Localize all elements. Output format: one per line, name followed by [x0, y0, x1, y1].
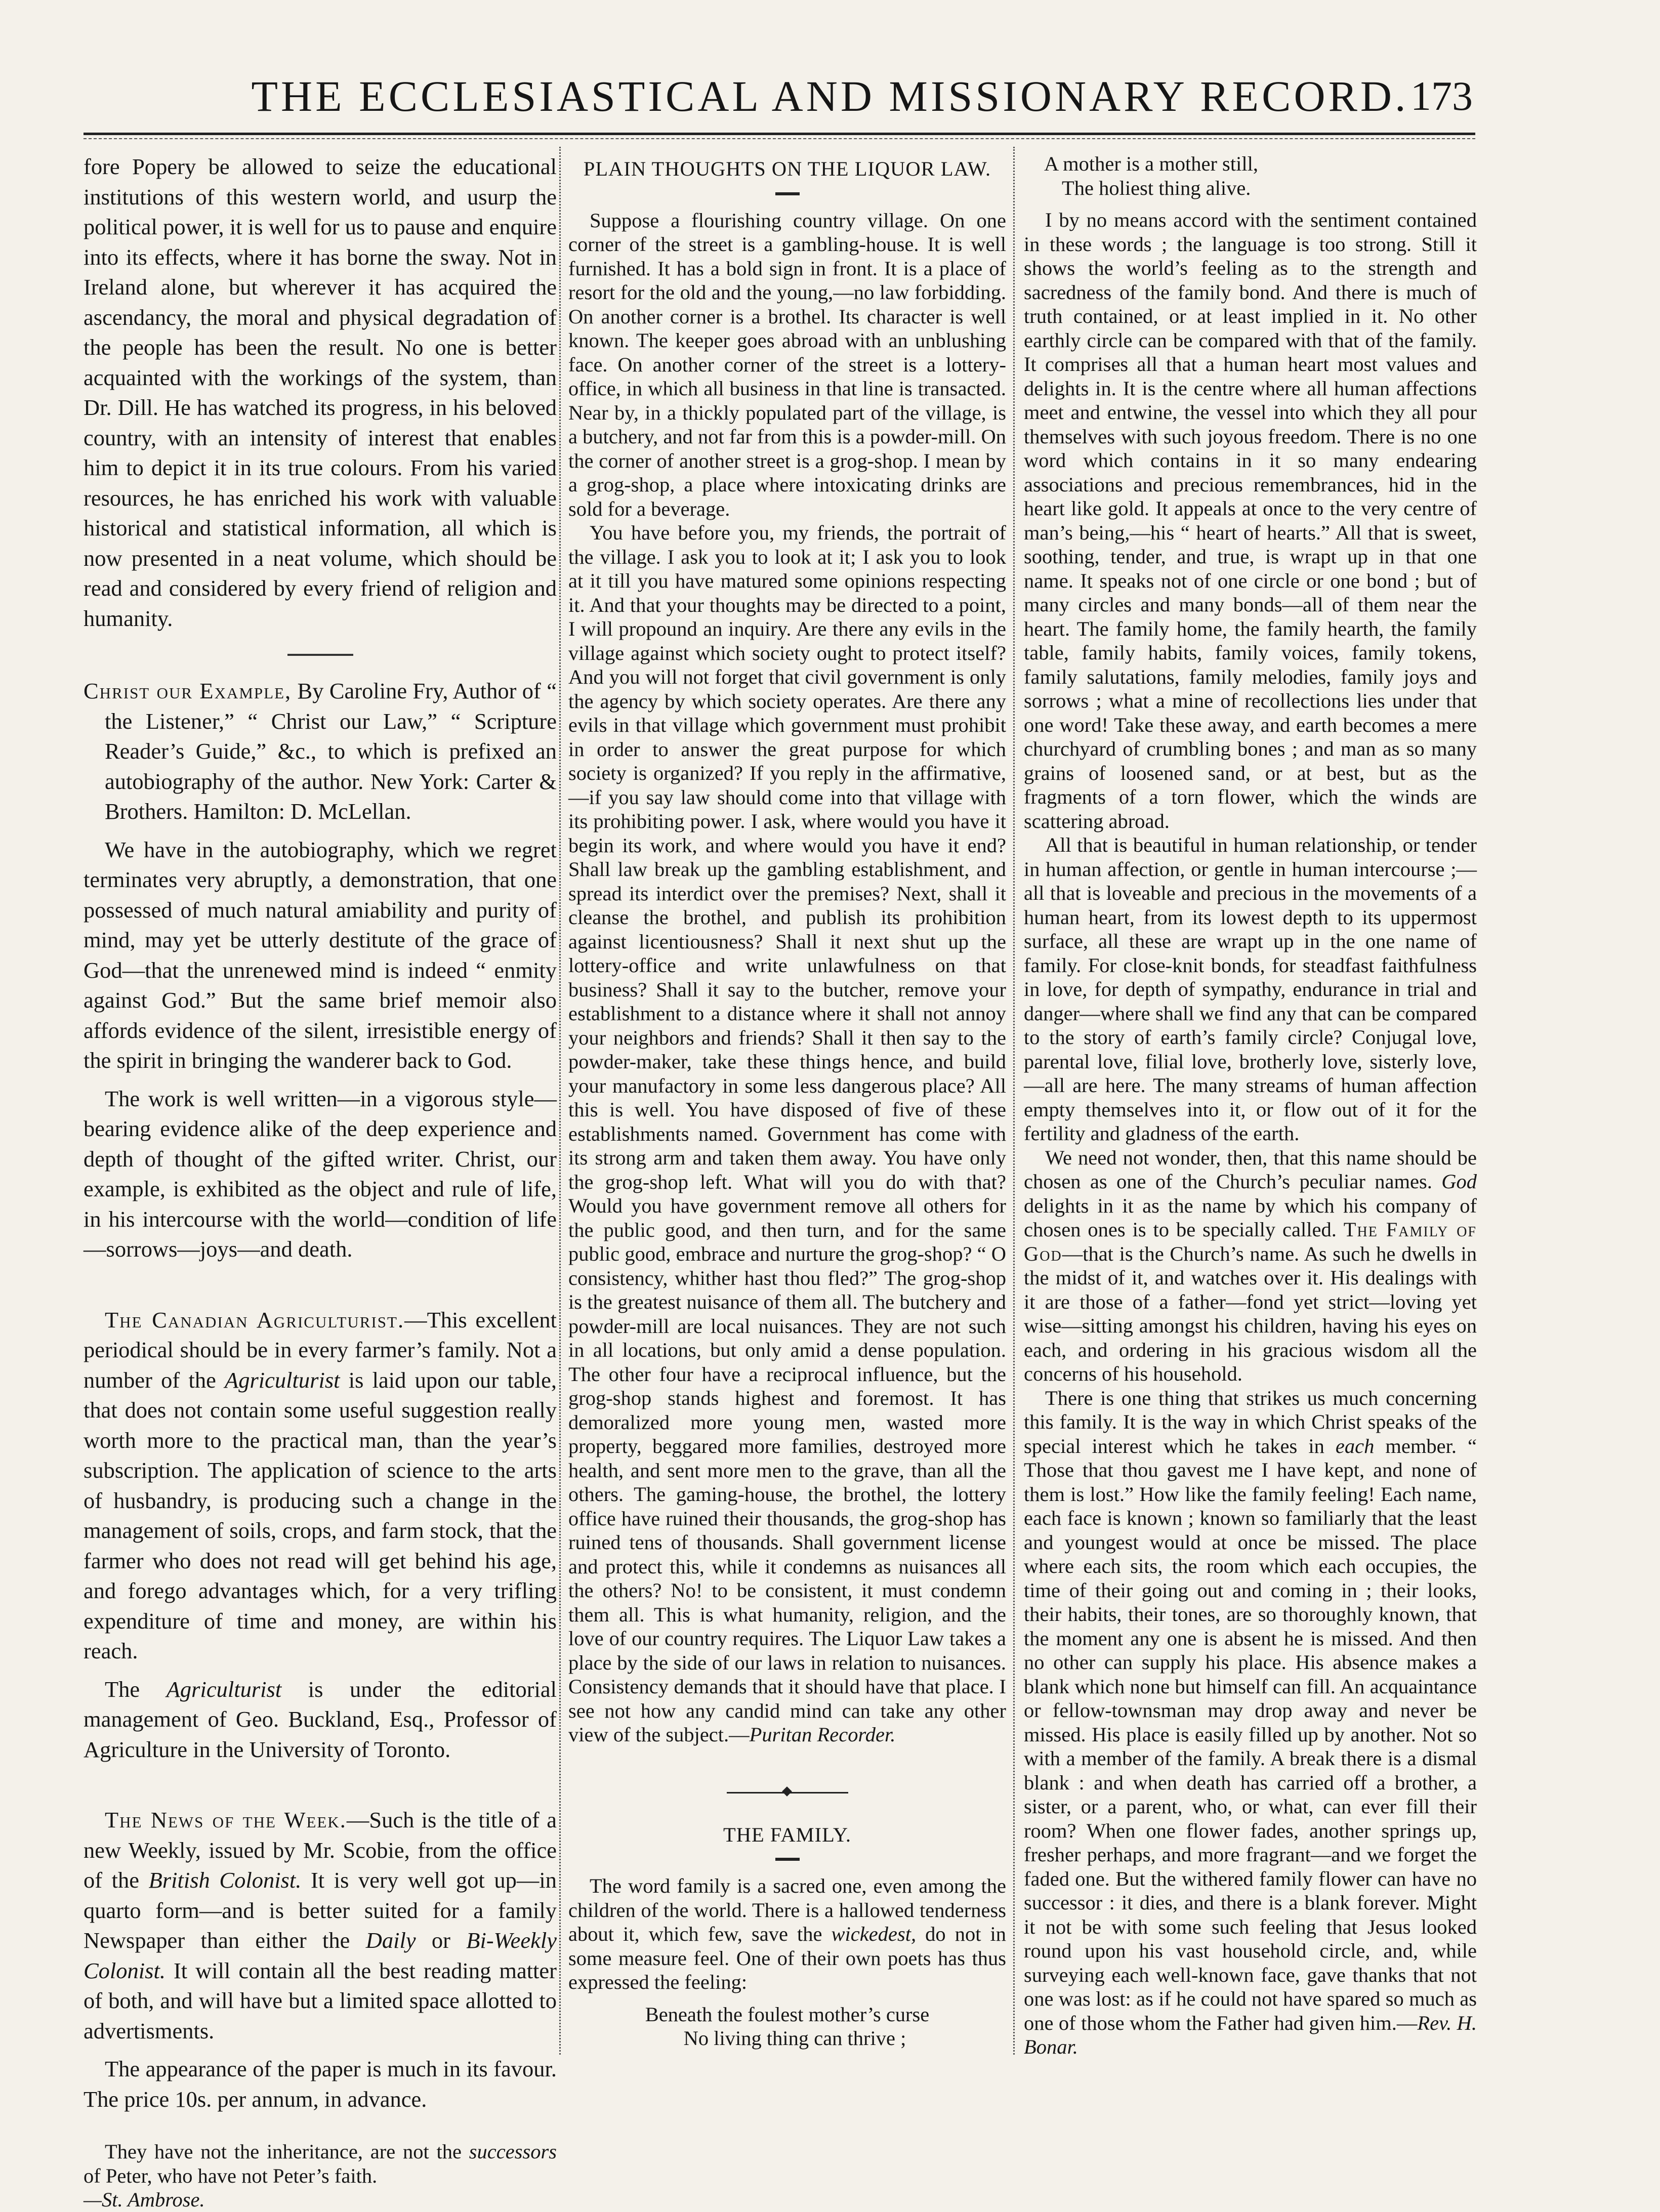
- poem-line-4: The holiest thing alive.: [1062, 176, 1251, 199]
- paragraph-autobiography: We have in the autobiography, which we regret terminates very abruptly, a demonstration, that one possessed of much natural amiability and purity of mind, may yet be utterly destitute of the grace of God—that the unrenewed mind is indeed “ enmity against God.” But the same brief memoir also affords evidence of the silent, irresistible energy of the spirit in bringing the wanderer back to God.: [84, 837, 557, 1073]
- italic-text: wickedest,: [831, 1923, 917, 1945]
- text-run: You have before you, my friends, the portrait of the village. I ask you to look at it; I ask you to look at it till you have matured some opinions respecting it. And that your thoughts may be directed to a point, I will propound an inquiry. Are there any evils in the village against which society ought to protect itself? And you will not forget that civil government is only the agency by which society operates. Are there any evils in that village which government must prohibit in order to answer the great purpose for which society is organized? If you reply in the affirmative,—if you say law should come into that village with its prohibiting power. I ask, where would you have it begin its work, and where would you have it end? Shall law break up the gambling establishment, and spread its interdict over the premises? Next, shall it cleanse the brothel, and publish its prohibition against licentiousness? Shall it next shut up the lottery-office and write unlawfulness on that business? Shall it say to the butcher, remove your establishment to a distance where it shall not annoy your neighbors and friends? Shall it then say to the powder-maker, take these things hence, and build your manufactory in some less dangerous place? All this is well. You have disposed of five of these establishments named. Government has come with its strong arm and taken them away. You have only the grog-shop left. What will you do with that? Would you have government remove all others for the public good, and then turn, and for the same public good, embrace and nurture the grog-shop? “ O consistency, whither hast thou fled?” The grog-shop is the greatest nuisance of them all. The butchery and powder-mill are local nuisances. They are not such in all locations, but only amid a dense population. The other four have a reciprocal influence, but the grog-shop stands highest and foremost. It has demoralized more young men, wasted more property, beggared more families, destroyed more health, and sent more men to the grave, than all the others. The gaming-house, the brothel, the lottery office have ruined their thousands, the grog-shop has ruined tens of thousands. Shall government license and protect this, while it condemns as nuisances all the others? No! to be consistent, it must condemn them all. This is what humanity, religion, and the love of our country requires. The Liquor Law takes a place by the side of our laws in relation to nuisances. Consistency demands that it should have that place. I see not how any candid mind can take any other view of the subject.—: [568, 521, 1006, 1746]
- text-run: The: [105, 1676, 167, 1702]
- section-ornament: [727, 1787, 848, 1798]
- text-run: or: [416, 1928, 467, 1953]
- review-christ-our-example: [84, 676, 557, 827]
- italic-text: successors: [469, 2140, 557, 2163]
- small-caps-text: The Family of God: [1024, 1218, 1477, 1265]
- text-run: is laid upon our table, that does not contain some useful suggestion really worth more to the practical man, than the year’s subscription. The application of science to the arts of husbandry, is producing such a change in the management of soils, crops, and farm stock, that the farmer who does not read will get behind his age, and forego advantages which, for a very trifling expenditure of time and money, are within his reach.: [84, 1367, 557, 1663]
- text-run: delights in it as the name by which his company of chosen ones is to be specially called.: [1024, 1194, 1477, 1241]
- paragraph-portrait: [568, 521, 1006, 1747]
- paragraph-news-of-the-week: [84, 1805, 557, 2046]
- text-run: —that is the Church’s name. As such he dwells in the midst of it, and watches over it. His dealings with it are those of a father—fond yet strict—loving yet wise—sitting amongst his children, having his eyes on each, and ordering in his gracious wisdom all the concerns of his household.: [1024, 1242, 1477, 1385]
- italic-text: Bi-Weekly Colonist.: [84, 1928, 557, 1983]
- paragraph-family-intro: [568, 1874, 1006, 1994]
- quote-st-ambrose: [84, 2140, 557, 2188]
- text-run: It is very well got up—in quarto form—and is better suited for a family Newspaper than either the: [84, 1867, 557, 1953]
- italic-text: Agriculturist: [225, 1367, 340, 1393]
- header-rule-thin: [84, 138, 1475, 139]
- text-run: The word family is a sacred one, even among the children of the world. There is a hallowed tenderness about it, which few, save the: [568, 1874, 1006, 1945]
- poem-line-2: No living thing can thrive ;: [683, 2027, 906, 2050]
- text-run: do not in some measure feel. One of their own poets has thus expressed the feeling:: [568, 1923, 1006, 1993]
- text-run: We need not wonder, then, that this name should be chosen as one of the Church’s peculiar names.: [1024, 1146, 1477, 1193]
- heading-dash: [775, 192, 800, 195]
- running-head: THE ECCLESIASTICAL AND MISSIONARY RECORD.: [251, 72, 1409, 120]
- notice-title: The Canadian Agriculturist.: [105, 1307, 405, 1332]
- text-run: There is one thing that strikes us much concerning this family. It is the way in which Christ speaks of the special interest which he takes in: [1024, 1386, 1477, 1457]
- italic-text: Agriculturist: [166, 1676, 282, 1702]
- text-run: They have not the inheritance, are not the: [105, 2140, 469, 2163]
- header-rule: [84, 133, 1475, 135]
- section-rule: [287, 654, 353, 656]
- paragraph-beautiful: All that is beautiful in human relationship, or tender in human affection, or gentle in human intercourse ;—all that is loveable and precious in the movements of a human heart, from its lowest depth to its uppermost surface, all these are wrapt up in the one name of family. For close-knit bonds, for steadfast faithfulness in love, for depth of sympathy, endurance in trial and danger—where shall we find any that can be compared to the story of earth’s family circle? Conjugal love, parental love, filial love, brotherly love, sisterly love,—all are here. The many streams of human affection empty themselves into it, or flow out of it for the fertility and gladness of the earth.: [1024, 833, 1477, 1145]
- paragraph-sentiment: I by no means accord with the sentiment contained in these words ; the language is too strong. Still it shows the world’s feeling as to the strength and sacredness of the family bond. And there is much of truth contained, or at least implied in it. No other earthly circle can be compared with that of the family. It comprises all that a human heart most values and delights in. It is the centre where all human affections meet and entwine, the vessel into which they all pour themselves with such joyous freedom. There is no one word which contains in it so many endearing associations and precious remembrances, hid in the heart like gold. It appeals at once to the very centre of man’s being,—his “ heart of hearts.” All that is sweet, soothing, tender, and true, is wrapt up in that one name. It speaks not of one circle or one bond ; but of many circles and many bonds—all of them near the heart. The family home, the family hearth, the family table, family habits, family voices, family tokens, family salutations, family melodies, family joys and sorrows ; what a mine of recollections lies under that one word! Take these away, and earth becomes a mere churchyard of crumbling bones ; and man as so many grains of loosened sand, or at best, but as the fragments of a torn flower, which the winds are scattering abroad.: [1024, 208, 1477, 832]
- source-attribution: Puritan Recorder.: [749, 1723, 896, 1746]
- source-attribution: Rev. H. Bonar.: [1024, 2011, 1477, 2058]
- paragraph-popery: fore Popery be allowed to seize the educational institutions of this western world, and usurp the political power, it is well for us to pause and enquire into its effects, where it has borne the sway. Not in Ireland alone, but wherever it has acquired the ascendancy, the moral and physical degradation of the people has been the result. No one is better acquainted with the workings of the system, than Dr. Dill. He has watched its progress, in his beloved country, with an intensity of interest that enables him to depict it in its true colours. From his varied resources, he has enriched his work with valuable historical and statistical information, all which is now presented in a neat volume, which should be read and considered by every friend of religion and humanity.: [84, 154, 557, 631]
- text-run: member. “ Those that thou gavest me I have kept, and none of them is lost.” How like the family feeling! Each name, each face is known ; known so familiarly that the least and youngest would at once be missed. The place where each sits, the room which each occupies, the time of their going out and coming in ; their looks, their habits, their tones, are so thoroughly known, that the moment any one is absent he is missed. And then no other can supply his place. His absence makes a blank which none but himself can fill. An acquaintance or fellow-townsman may drop away and never be missed. His place is easily filled up by another. Not so with a member of the family. A break there is a dismal blank : and when death has carried off a brother, a sister, or a parent, who, or what, can ever fill their room? When one flower fades, another springs up, fresher perhaps, and more fragrant—and we forget the faded one. But the withered family flower can have no successor : it dies, and there is a blank forever. Might it not be with some such feeling that Jesus looked round upon his vast household circle, and, while surveying each well-known face, gave thanks that not one was lost: as if he could not have spared so much as one of those whom the Father had given him.—: [1024, 1434, 1477, 2034]
- review-title: Christ our Example,: [84, 678, 292, 703]
- page-number: 173: [1410, 73, 1473, 119]
- text-run: is under the editorial management of Geo. Buckland, Esq., Professor of Agriculture in the University of Toronto.: [84, 1676, 557, 1762]
- poem-line-1: Beneath the foulest mother’s curse: [645, 2002, 930, 2026]
- review-details: By Caroline Fry, Author of “ the Listener,” “ Christ our Law,” “ Scripture Reader’s Guide,” &c., to which is prefixed an autobiography of the author. New York: Carter & Brothers. Hamilton: D. McLellan.: [105, 678, 557, 824]
- paragraph-village: Suppose a flourishing country village. On one corner of the street is a gambling-house. It is well furnished. It has a bold sign in front. It is a place of resort for the old and the young,—no law forbidding. On another corner is a brothel. Its character is well known. The keeper goes abroad with an unblushing face. On another corner of the street is a lottery-office, in which all business in that line is transacted. Near by, in a thickly populated part of the village, is a butchery, and not far from this is a powder-mill. On the corner of another street is a grog-shop. I mean by a grog-shop, a place where intoxicating drinks are sold for a beverage.: [568, 208, 1006, 520]
- paragraph-price: The appearance of the paper is much in its favour. The price 10s. per annum, in advance.: [84, 2056, 557, 2112]
- notice-title: The News of the Week.: [105, 1807, 347, 1832]
- text-run: —This excellent periodical should be in every farmer’s family. Not a number of the: [84, 1307, 557, 1393]
- italic-text: British Colonist.: [148, 1867, 302, 1893]
- article-heading-liquor-law: PLAIN THOUGHTS ON THE LIQUOR LAW.: [583, 157, 991, 180]
- heading-dash: [775, 1858, 800, 1861]
- paragraph-work: The work is well written—in a vigorous style—bearing evidence alike of the deep experience and depth of thought of the gifted writer. Christ, our example, is exhibited as the object and rule of life, in his intercourse with the world—condition of life—sorrows—joys—and death.: [84, 1086, 557, 1262]
- text-run: It will contain all the best reading matter of both, and will have but a limited space allotted to advertisments.: [84, 1957, 557, 2043]
- article-heading-family: THE FAMILY.: [723, 1823, 851, 1846]
- italic-text: Daily: [365, 1928, 416, 1953]
- text-run: —Such is the title of a new Weekly, issued by Mr. Scobie, from the office of the: [84, 1807, 557, 1893]
- column-divider-2: [1013, 147, 1015, 2055]
- poem-line-3: A mother is a mother still,: [1044, 152, 1258, 175]
- paragraph-editorial: [84, 1675, 557, 1765]
- column-1: [84, 152, 557, 2212]
- quote-attribution: —St. Ambrose.: [84, 2188, 205, 2211]
- column-2: [568, 152, 1006, 2051]
- paragraph-canadian-agriculturist: [84, 1305, 557, 1666]
- paragraph-christ-family: [1024, 1386, 1477, 2059]
- italic-text: God: [1441, 1170, 1477, 1193]
- column-3: [1024, 152, 1477, 2059]
- column-divider-1: [559, 147, 561, 2055]
- text-run: of Peter, who have not Peter’s faith.: [84, 2164, 378, 2187]
- italic-text: each: [1335, 1434, 1375, 1457]
- paragraph-church-name: [1024, 1146, 1477, 1386]
